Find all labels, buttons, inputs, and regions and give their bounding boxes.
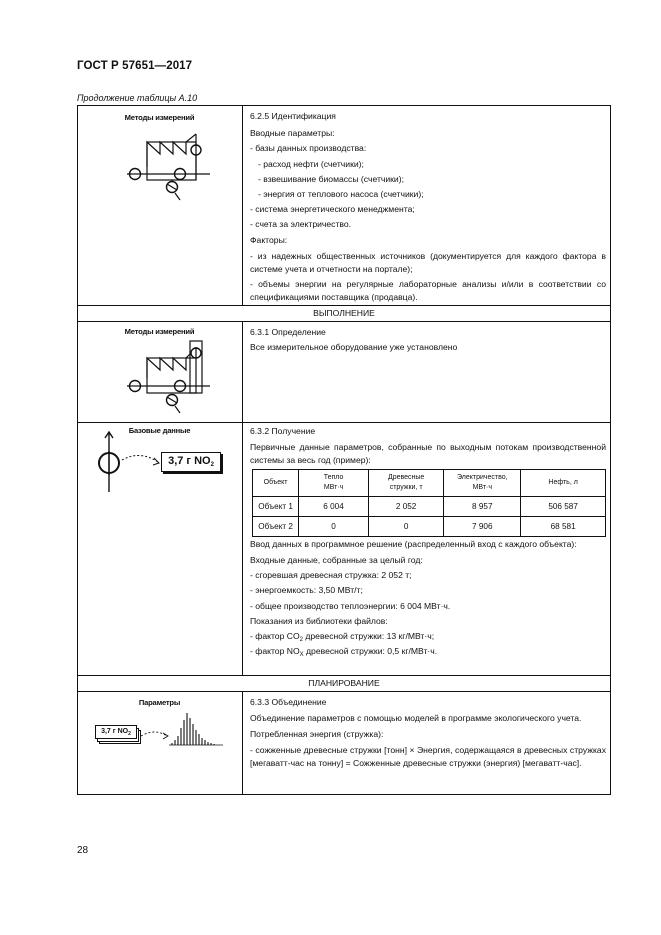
text-line: - общее производство теплоэнергии: 6 004 МВт·ч.	[250, 600, 451, 611]
data-table	[252, 469, 606, 537]
value-box-no2	[161, 452, 221, 472]
row-label-measurement-methods: Методы измерений	[124, 327, 195, 336]
table-cell: 0	[299, 517, 369, 537]
factor-subscript: 2	[299, 637, 303, 644]
factor-subscript: X	[299, 652, 304, 659]
text-line: - расход нефти (счетчики);	[258, 158, 364, 169]
measurement-methods-icon	[120, 338, 210, 416]
stacked-value-boxes	[95, 725, 141, 745]
text-line: Ввод данных в программное решение (распределенный вход с каждого объекта):	[250, 539, 577, 549]
row-label-measurement-methods: Методы измерений	[124, 113, 195, 122]
aggregation-text	[250, 695, 606, 770]
row-label-parameters: Параметры	[138, 698, 181, 707]
section-title-execution: ВЫПОЛНЕНИЕ	[313, 308, 375, 318]
table-cell: 2 052	[368, 497, 443, 517]
measurement-methods-icon	[120, 132, 210, 204]
value-box-text: 3,7 г NO	[101, 728, 129, 735]
section-heading: 6.3.3 Объединение	[250, 697, 327, 707]
row-divider	[77, 691, 611, 692]
table-continuation-caption: Продолжение таблицы А.10	[77, 93, 198, 103]
identification-text	[250, 109, 606, 304]
table-header: Объект	[253, 470, 299, 497]
factor-text: - фактор CO	[250, 631, 300, 642]
value-box-subscript: 2	[210, 462, 214, 468]
table-cell: Объект 2	[253, 517, 299, 537]
aggregation-histogram-icon	[141, 710, 223, 748]
text-line: Объединение параметров с помощью моделей в программе экологического учета.	[250, 713, 582, 724]
flow-meter-icon	[96, 432, 162, 494]
section-heading: 6.3.1 Определение	[250, 327, 326, 337]
factor-text: древесной стружки: 0,5 кг/МВт·ч.	[303, 646, 438, 657]
factor-text: древесной стружки: 13 кг/МВт·ч;	[302, 631, 435, 642]
acquisition-text	[250, 424, 606, 467]
table-row	[253, 497, 606, 517]
column-divider	[242, 321, 243, 675]
row-divider	[77, 422, 611, 423]
value-box-small	[95, 725, 137, 739]
table-cell: 0	[368, 517, 443, 537]
acquisition-text-after	[250, 538, 606, 659]
text-line: - объемы энергии на регулярные лабораторные анализы и/или в соответствии со спецификациями поставщика (продавца).	[250, 278, 606, 302]
text-line: - из надежных общественных источников (документируется для каждого фактора в системе учета и отчетности на портале);	[250, 250, 606, 274]
text-line: - счета за электричество.	[250, 219, 352, 230]
section-title-planning: ПЛАНИРОВАНИЕ	[308, 678, 380, 688]
text-line: Потребленная энергия (стружка):	[250, 729, 384, 740]
row-divider	[77, 321, 611, 322]
section-heading: 6.3.2 Получение	[250, 426, 316, 436]
definition-text	[250, 325, 606, 355]
factor-text: - фактор NO	[250, 646, 300, 657]
table-cell: 7 906	[444, 517, 521, 537]
table-cell: 6 004	[299, 497, 369, 517]
text-line: Входные данные, собранные за целый год:	[250, 555, 423, 565]
table-header: Нефть, л	[521, 470, 606, 497]
text-line: Все измерительное оборудование уже установлено	[250, 342, 458, 353]
text-line: - система энергетического менеджмента;	[250, 204, 415, 215]
column-divider	[242, 691, 243, 795]
row-label-base-data: Базовые данные	[128, 426, 191, 435]
text-line: - сожженные древесные стружки [тонн] × Энергия, содержащаяся в древесных стружках [мегаватт-час на тонну] = Сожженные древесные стружки (энергия) [мегаватт-час].	[250, 745, 606, 769]
text-line: Вводные параметры:	[250, 128, 335, 139]
section-heading: 6.2.5 Идентификация	[250, 111, 336, 121]
text-line: - базы данных производства:	[250, 143, 367, 154]
table-header: Электричество, МВт·ч	[444, 470, 521, 497]
text-line: - энергия от теплового насоса (счетчики);	[258, 189, 424, 200]
text-line: - энергоемкость: 3,50 МВт/т;	[250, 585, 363, 596]
column-divider	[242, 105, 243, 305]
row-divider	[77, 675, 611, 676]
text-line: - взвешивание биомассы (счетчики);	[258, 173, 404, 184]
text-line: Показания из библиотеки файлов:	[250, 615, 388, 626]
page-number: 28	[77, 845, 89, 856]
table-header: Древесные стружки, т	[368, 470, 443, 497]
table-header: Тепло МВт·ч	[299, 470, 369, 497]
table-cell: 8 957	[444, 497, 521, 517]
table-row	[253, 517, 606, 537]
value-box-subscript: 2	[128, 731, 131, 737]
value-box-text: 3,7 г NO	[168, 455, 211, 467]
table-cell: Объект 1	[253, 497, 299, 517]
text-line: - сгоревшая древесная стружка: 2 052 т;	[250, 570, 412, 581]
factor-co2-line	[250, 629, 606, 644]
text-line: Факторы:	[250, 234, 288, 245]
table-cell: 68 581	[521, 517, 606, 537]
table-cell: 506 587	[521, 497, 606, 517]
text-line: Первичные данные параметров, собранные по выходным потокам производственной системы за весь год (пример):	[250, 442, 606, 466]
standard-header: ГОСТ Р 57651—2017	[77, 60, 193, 72]
row-divider	[77, 305, 611, 306]
factor-nox-line	[250, 644, 606, 659]
